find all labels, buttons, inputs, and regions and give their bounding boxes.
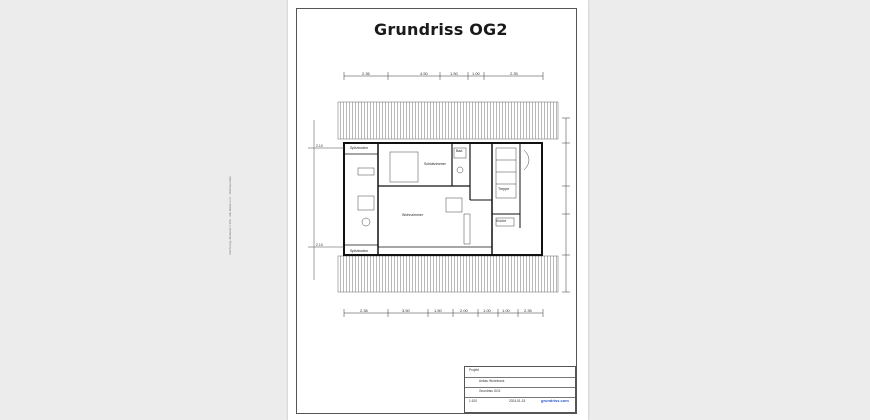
drawing-sheet	[228, 0, 588, 420]
room-spitzboden-top: Spitzboden	[350, 146, 368, 150]
dim-top-5: 2.35	[510, 71, 518, 76]
dim-bottom-3: 1.50	[434, 308, 442, 313]
floor-plan	[288, 0, 588, 420]
side-annotation: Zeichnung: Maßstab 1:100 · alle Maße in m · Rohbaumaße	[228, 176, 232, 255]
dim-top-4: 1.00	[472, 71, 480, 76]
dim-bottom-4: 2.00	[460, 308, 468, 313]
dim-bottom-5: 1.00	[483, 308, 491, 313]
left-mark-bottom: 2.10	[316, 243, 323, 247]
tb-date: 2024-01-15	[509, 399, 526, 403]
tb-scale: 1:100	[469, 399, 477, 403]
left-mark-top: 2.10	[316, 144, 323, 148]
room-schlafzimmer: Schlafzimmer	[424, 162, 446, 166]
roof-hatch-top	[338, 102, 558, 139]
roof-hatch-bottom	[338, 256, 558, 292]
dim-bottom-1: 2.36	[360, 308, 368, 313]
tb-project: Projekt	[469, 368, 479, 372]
title-block	[464, 366, 576, 413]
dim-top-1: 2.36	[362, 71, 370, 76]
tb-logo: grundriss.com	[541, 398, 569, 403]
dim-bottom-7: 2.35	[524, 308, 532, 313]
dim-bottom-6: 1.00	[502, 308, 510, 313]
dim-top-3: 1.50	[450, 71, 458, 76]
room-kueche: Küche	[496, 219, 507, 223]
page-title: Grundriss OG2	[374, 20, 508, 39]
tb-description: Anbau Wohnhaus	[479, 379, 505, 383]
room-bad: Bad	[456, 149, 463, 153]
room-spitzboden-bottom: Spitzboden	[350, 249, 368, 253]
dimension-chain-right	[562, 118, 570, 292]
dim-bottom-2: 3.50	[402, 308, 410, 313]
room-treppe: Treppe	[498, 187, 510, 191]
tb-plan-name: Grundriss OG2	[479, 389, 501, 393]
dimension-chain-bottom	[344, 309, 543, 317]
room-wohnzimmer: Wohnzimmer	[402, 213, 424, 217]
dim-top-2: 4.50	[420, 71, 428, 76]
